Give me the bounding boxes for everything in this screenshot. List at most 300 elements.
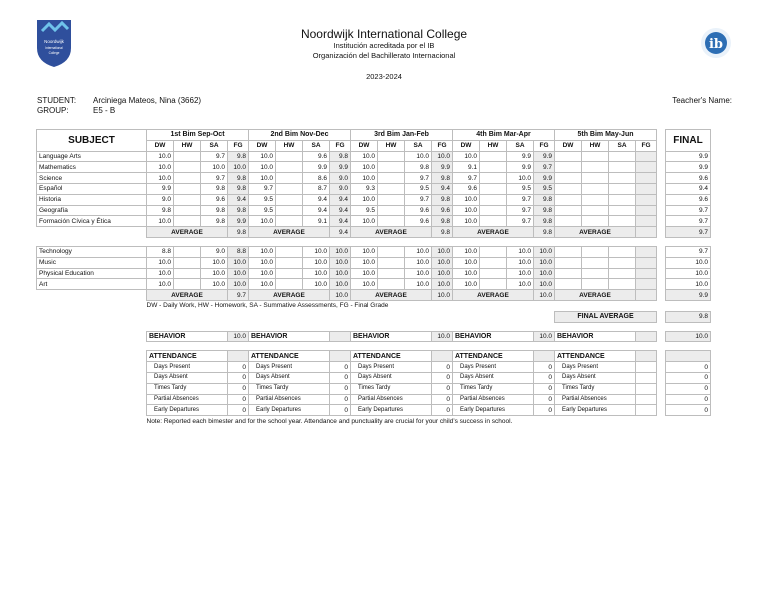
grade-hw	[582, 183, 609, 194]
grade-sa: 9.6	[405, 205, 432, 216]
spacer	[657, 257, 666, 268]
attendance-row-label: Early Departures	[147, 405, 228, 416]
final-grade: 10.0	[666, 257, 711, 268]
attendance-value	[636, 394, 657, 405]
grade-hw	[378, 151, 405, 162]
grade-dw: 10.0	[453, 246, 480, 257]
subject-name: Physical Education	[37, 268, 147, 279]
grade-hw	[174, 268, 201, 279]
attendance-final: 0	[666, 372, 711, 383]
spacer	[657, 279, 666, 290]
attendance-value: 0	[330, 362, 351, 373]
grade-hw	[480, 173, 507, 184]
grade-hw	[174, 183, 201, 194]
average-label: AVERAGE	[453, 227, 534, 238]
grade-hw	[174, 151, 201, 162]
behavior-label: BEHAVIOR	[555, 331, 636, 342]
grade-fg	[636, 162, 657, 173]
grade-dw: 10.0	[453, 194, 480, 205]
average-value	[636, 227, 657, 238]
grade-fg: 9.8	[330, 151, 351, 162]
grade-dw: 10.0	[249, 268, 276, 279]
bimester-header: 5th Bim May-Jun	[555, 130, 657, 141]
behavior-label: BEHAVIOR	[351, 331, 432, 342]
grade-hw	[378, 246, 405, 257]
grade-hw	[480, 246, 507, 257]
subject-name: Language Arts	[37, 151, 147, 162]
grade-dw: 8.8	[147, 246, 174, 257]
final-average-value: 9.7	[666, 227, 711, 238]
behavior-value: 10.0	[228, 331, 249, 342]
grade-sa: 9.7	[405, 194, 432, 205]
spacer	[657, 300, 666, 311]
grade-fg: 9.5	[534, 183, 555, 194]
grade-fg	[636, 257, 657, 268]
grade-fg	[636, 268, 657, 279]
grade-fg: 9.0	[330, 173, 351, 184]
grade-hw	[276, 183, 303, 194]
average-value: 10.0	[534, 290, 555, 301]
spacer	[657, 362, 666, 373]
grade-hw	[378, 162, 405, 173]
grade-sa: 9.0	[201, 246, 228, 257]
grade-fg: 9.9	[432, 162, 453, 173]
attendance-row-label: Early Departures	[249, 405, 330, 416]
grade-fg: 10.0	[534, 268, 555, 279]
grade-fg	[636, 183, 657, 194]
bimester-header: 3rd Bim Jan-Feb	[351, 130, 453, 141]
attendance-value: 0	[534, 372, 555, 383]
grade-sa: 10.0	[405, 151, 432, 162]
grade-hw	[582, 246, 609, 257]
grade-sa: 9.8	[201, 205, 228, 216]
average-value: 9.8	[432, 227, 453, 238]
grade-dw: 10.0	[249, 279, 276, 290]
behavior-final: 10.0	[666, 331, 711, 342]
behavior-value	[330, 331, 351, 342]
attendance-row-label: Days Absent	[453, 372, 534, 383]
grades-table	[36, 129, 711, 426]
grade-sa: 9.6	[303, 151, 330, 162]
final-grade: 10.0	[666, 268, 711, 279]
grade-hw	[174, 216, 201, 227]
col-header-fg: FG	[636, 140, 657, 151]
grade-dw: 10.0	[351, 151, 378, 162]
final-average-value: 9.9	[666, 290, 711, 301]
grade-fg: 9.8	[228, 151, 249, 162]
grade-dw: 10.0	[351, 268, 378, 279]
grade-hw	[480, 183, 507, 194]
grade-sa: 9.5	[507, 183, 534, 194]
grade-hw	[480, 279, 507, 290]
grade-dw	[555, 216, 582, 227]
attendance-row-label: Days Absent	[351, 372, 432, 383]
grade-sa: 10.0	[405, 268, 432, 279]
spacer	[657, 394, 666, 405]
grade-dw: 10.0	[249, 216, 276, 227]
grade-sa: 10.0	[405, 246, 432, 257]
spacer	[657, 383, 666, 394]
col-header-sa: SA	[405, 140, 432, 151]
spacer	[37, 362, 147, 373]
group-label: GROUP:	[37, 106, 69, 115]
attendance-row-label: Times Tardy	[453, 383, 534, 394]
attendance-value: 0	[432, 372, 453, 383]
grade-fg: 9.4	[432, 183, 453, 194]
attendance-value: 0	[330, 405, 351, 416]
col-header-dw: DW	[351, 140, 378, 151]
behavior-value: 10.0	[432, 331, 453, 342]
spacer	[37, 351, 147, 362]
spacer	[657, 311, 666, 322]
grade-hw	[276, 205, 303, 216]
col-header-dw: DW	[147, 140, 174, 151]
final-average-total: 9.8	[666, 311, 711, 322]
attendance-header-fill	[534, 351, 555, 362]
average-label: AVERAGE	[249, 227, 330, 238]
col-header-fg: FG	[330, 140, 351, 151]
grade-sa: 9.9	[303, 162, 330, 173]
grade-sa: 8.6	[303, 173, 330, 184]
spacer	[657, 183, 666, 194]
grade-fg: 10.0	[330, 279, 351, 290]
attendance-row-label: Early Departures	[453, 405, 534, 416]
behavior-label: BEHAVIOR	[453, 331, 534, 342]
school-year: 2023-2024	[366, 72, 402, 81]
grade-hw	[582, 205, 609, 216]
attendance-value: 0	[534, 394, 555, 405]
grade-hw	[378, 268, 405, 279]
subject-name: Historia	[37, 194, 147, 205]
spacer	[37, 290, 147, 301]
grade-sa: 10.0	[405, 257, 432, 268]
grade-sa: 10.0	[201, 268, 228, 279]
grade-dw: 10.0	[453, 205, 480, 216]
spacer	[37, 237, 711, 246]
final-grade: 10.0	[666, 279, 711, 290]
behavior-value: 10.0	[534, 331, 555, 342]
attendance-value: 0	[534, 362, 555, 373]
grade-sa: 10.0	[303, 246, 330, 257]
grade-hw	[378, 194, 405, 205]
grade-fg: 10.0	[534, 246, 555, 257]
attendance-value: 0	[228, 405, 249, 416]
grade-sa: 10.0	[405, 279, 432, 290]
grade-hw	[582, 268, 609, 279]
grade-sa	[609, 246, 636, 257]
attendance-row-label: Days Present	[351, 362, 432, 373]
grade-dw: 10.0	[249, 257, 276, 268]
grade-sa: 9.8	[201, 183, 228, 194]
attendance-value: 0	[432, 383, 453, 394]
grade-hw	[276, 246, 303, 257]
grade-dw	[555, 194, 582, 205]
svg-text:ib: ib	[708, 37, 724, 52]
grade-sa: 9.8	[405, 162, 432, 173]
subject-name: Formación Cívica y Ética	[37, 216, 147, 227]
grade-hw	[480, 216, 507, 227]
grade-hw	[582, 194, 609, 205]
attendance-value: 0	[228, 372, 249, 383]
final-grade: 9.6	[666, 173, 711, 184]
grade-dw: 9.3	[351, 183, 378, 194]
teacher-name-label: Teacher's Name:	[672, 96, 732, 105]
final-grade: 9.9	[666, 162, 711, 173]
attendance-row-label: Times Tardy	[249, 383, 330, 394]
final-grade: 9.7	[666, 246, 711, 257]
spacer	[666, 300, 711, 311]
grade-fg: 9.8	[228, 173, 249, 184]
attendance-value	[636, 383, 657, 394]
grade-hw	[378, 183, 405, 194]
grade-fg	[636, 205, 657, 216]
spacer	[657, 173, 666, 184]
grade-sa: 10.0	[303, 257, 330, 268]
grade-sa	[609, 216, 636, 227]
attendance-row-label: Times Tardy	[555, 383, 636, 394]
attendance-row-label: Days Present	[555, 362, 636, 373]
grade-fg: 10.0	[330, 246, 351, 257]
subject-header: SUBJECT	[37, 130, 147, 152]
col-header-dw: DW	[555, 140, 582, 151]
grade-dw: 10.0	[147, 173, 174, 184]
grade-dw	[555, 162, 582, 173]
attendance-row-label: Partial Absences	[249, 394, 330, 405]
spacer	[657, 205, 666, 216]
grade-sa: 9.7	[405, 173, 432, 184]
ib-logo	[700, 27, 732, 59]
grade-hw	[582, 216, 609, 227]
spacer	[657, 372, 666, 383]
grade-hw	[378, 205, 405, 216]
spacer	[657, 227, 666, 238]
attendance-label: ATTENDANCE	[147, 351, 228, 362]
final-grade: 9.4	[666, 183, 711, 194]
attendance-value: 0	[228, 394, 249, 405]
spacer	[657, 216, 666, 227]
grade-fg: 9.4	[330, 216, 351, 227]
organization-line: Organización del Bachillerato Internacional	[312, 51, 456, 60]
attendance-label: ATTENDANCE	[351, 351, 432, 362]
grade-hw	[480, 257, 507, 268]
attendance-final: 0	[666, 383, 711, 394]
grade-sa: 9.4	[303, 205, 330, 216]
grade-fg: 9.8	[432, 216, 453, 227]
spacer	[657, 268, 666, 279]
grade-fg: 9.8	[534, 216, 555, 227]
col-header-fg: FG	[432, 140, 453, 151]
grade-sa	[609, 205, 636, 216]
grade-dw: 10.0	[147, 216, 174, 227]
col-header-dw: DW	[249, 140, 276, 151]
attendance-row-label: Days Present	[453, 362, 534, 373]
attendance-row-label: Days Absent	[147, 372, 228, 383]
grade-hw	[582, 257, 609, 268]
attendance-row-label: Days Absent	[249, 372, 330, 383]
grade-sa: 9.1	[303, 216, 330, 227]
grade-dw	[555, 279, 582, 290]
grade-sa: 9.7	[201, 173, 228, 184]
grade-sa: 10.0	[201, 257, 228, 268]
grade-sa: 10.0	[507, 257, 534, 268]
grade-hw	[582, 279, 609, 290]
attendance-row-label: Partial Absences	[453, 394, 534, 405]
grade-fg: 10.0	[534, 257, 555, 268]
grade-fg: 9.8	[228, 205, 249, 216]
grade-hw	[174, 173, 201, 184]
grade-hw	[276, 268, 303, 279]
student-info	[37, 96, 201, 116]
grade-hw	[480, 268, 507, 279]
bimester-header: 1st Bim Sep-Oct	[147, 130, 249, 141]
grade-sa: 9.9	[507, 162, 534, 173]
grade-dw: 10.0	[351, 257, 378, 268]
attendance-final: 0	[666, 394, 711, 405]
grade-dw: 10.0	[351, 216, 378, 227]
grade-hw	[276, 151, 303, 162]
col-header-sa: SA	[201, 140, 228, 151]
col-header-sa: SA	[507, 140, 534, 151]
grade-fg	[636, 151, 657, 162]
grade-fg: 9.4	[330, 205, 351, 216]
grade-hw	[174, 162, 201, 173]
grade-hw	[378, 279, 405, 290]
grade-dw: 9.0	[147, 194, 174, 205]
average-value: 9.8	[534, 227, 555, 238]
grade-dw: 10.0	[147, 151, 174, 162]
student-name: Arciniega Mateos, Nina (3662)	[93, 96, 202, 105]
grade-sa: 9.7	[507, 216, 534, 227]
grade-hw	[276, 173, 303, 184]
grade-fg: 9.4	[330, 194, 351, 205]
grade-dw: 10.0	[249, 151, 276, 162]
grade-fg: 9.7	[534, 162, 555, 173]
grade-fg: 9.0	[330, 183, 351, 194]
grade-dw	[555, 183, 582, 194]
grade-hw	[582, 162, 609, 173]
grade-dw: 10.0	[453, 216, 480, 227]
grade-sa: 10.0	[507, 279, 534, 290]
attendance-value: 0	[330, 383, 351, 394]
attendance-header-fill	[330, 351, 351, 362]
grade-dw: 10.0	[453, 151, 480, 162]
grade-dw: 10.0	[351, 246, 378, 257]
col-header-hw: HW	[378, 140, 405, 151]
grade-dw: 10.0	[453, 279, 480, 290]
grade-fg: 9.6	[432, 205, 453, 216]
grade-dw: 10.0	[249, 162, 276, 173]
grade-sa: 9.8	[201, 216, 228, 227]
attendance-row-label: Partial Absences	[147, 394, 228, 405]
grade-hw	[276, 162, 303, 173]
attendance-value: 0	[534, 383, 555, 394]
col-header-sa: SA	[303, 140, 330, 151]
attendance-final: 0	[666, 362, 711, 373]
attendance-header-fill	[432, 351, 453, 362]
average-label: AVERAGE	[147, 227, 228, 238]
spacer	[657, 194, 666, 205]
grade-fg: 9.8	[534, 205, 555, 216]
grade-sa	[609, 268, 636, 279]
grade-sa	[609, 151, 636, 162]
average-value: 9.8	[228, 227, 249, 238]
attendance-row-label: Times Tardy	[351, 383, 432, 394]
grade-dw: 10.0	[249, 173, 276, 184]
grade-dw: 9.1	[453, 162, 480, 173]
spacer	[37, 322, 711, 331]
spacer	[37, 394, 147, 405]
spacer	[37, 300, 147, 311]
grade-sa: 8.7	[303, 183, 330, 194]
bimester-header: 4th Bim Mar-Apr	[453, 130, 555, 141]
subject-name: Technology	[37, 246, 147, 257]
spacer	[37, 405, 147, 416]
col-header-hw: HW	[174, 140, 201, 151]
grade-hw	[276, 257, 303, 268]
grade-fg: 10.0	[228, 162, 249, 173]
average-label: AVERAGE	[453, 290, 534, 301]
subject-name: Science	[37, 173, 147, 184]
spacer	[657, 331, 666, 342]
average-label: AVERAGE	[555, 290, 636, 301]
report-header	[0, 0, 768, 90]
grade-dw	[555, 173, 582, 184]
grade-dw: 10.0	[147, 162, 174, 173]
spacer	[657, 130, 666, 152]
grade-sa: 10.0	[507, 173, 534, 184]
logo-text-1: Noordwijk	[44, 39, 64, 44]
grade-sa: 10.0	[201, 279, 228, 290]
grade-dw: 9.8	[147, 205, 174, 216]
grade-hw	[174, 205, 201, 216]
attendance-value: 0	[534, 405, 555, 416]
average-label: AVERAGE	[147, 290, 228, 301]
grade-sa	[609, 183, 636, 194]
grade-dw: 9.7	[453, 173, 480, 184]
student-label: STUDENT:	[37, 96, 77, 105]
grade-sa: 9.9	[507, 151, 534, 162]
grade-sa: 9.6	[405, 216, 432, 227]
grade-hw	[378, 216, 405, 227]
grade-hw	[276, 194, 303, 205]
grade-fg: 9.9	[228, 216, 249, 227]
bimester-header: 2nd Bim Nov-Dec	[249, 130, 351, 141]
spacer	[37, 416, 147, 426]
col-header-hw: HW	[276, 140, 303, 151]
attendance-label: ATTENDANCE	[249, 351, 330, 362]
grade-dw	[555, 246, 582, 257]
grade-hw	[378, 173, 405, 184]
attendance-label: ATTENDANCE	[453, 351, 534, 362]
grade-fg: 9.8	[432, 194, 453, 205]
attendance-row-label: Days Present	[147, 362, 228, 373]
col-header-hw: HW	[582, 140, 609, 151]
attendance-value: 0	[432, 405, 453, 416]
grade-dw	[555, 205, 582, 216]
grade-fg: 8.8	[228, 246, 249, 257]
average-value: 10.0	[432, 290, 453, 301]
grade-fg: 10.0	[534, 279, 555, 290]
spacer	[657, 351, 666, 362]
average-label: AVERAGE	[249, 290, 330, 301]
attendance-value	[636, 372, 657, 383]
subject-name: Art	[37, 279, 147, 290]
grade-hw	[480, 205, 507, 216]
grade-fg: 10.0	[330, 268, 351, 279]
average-value: 9.7	[228, 290, 249, 301]
grade-hw	[174, 279, 201, 290]
grade-fg: 10.0	[432, 268, 453, 279]
